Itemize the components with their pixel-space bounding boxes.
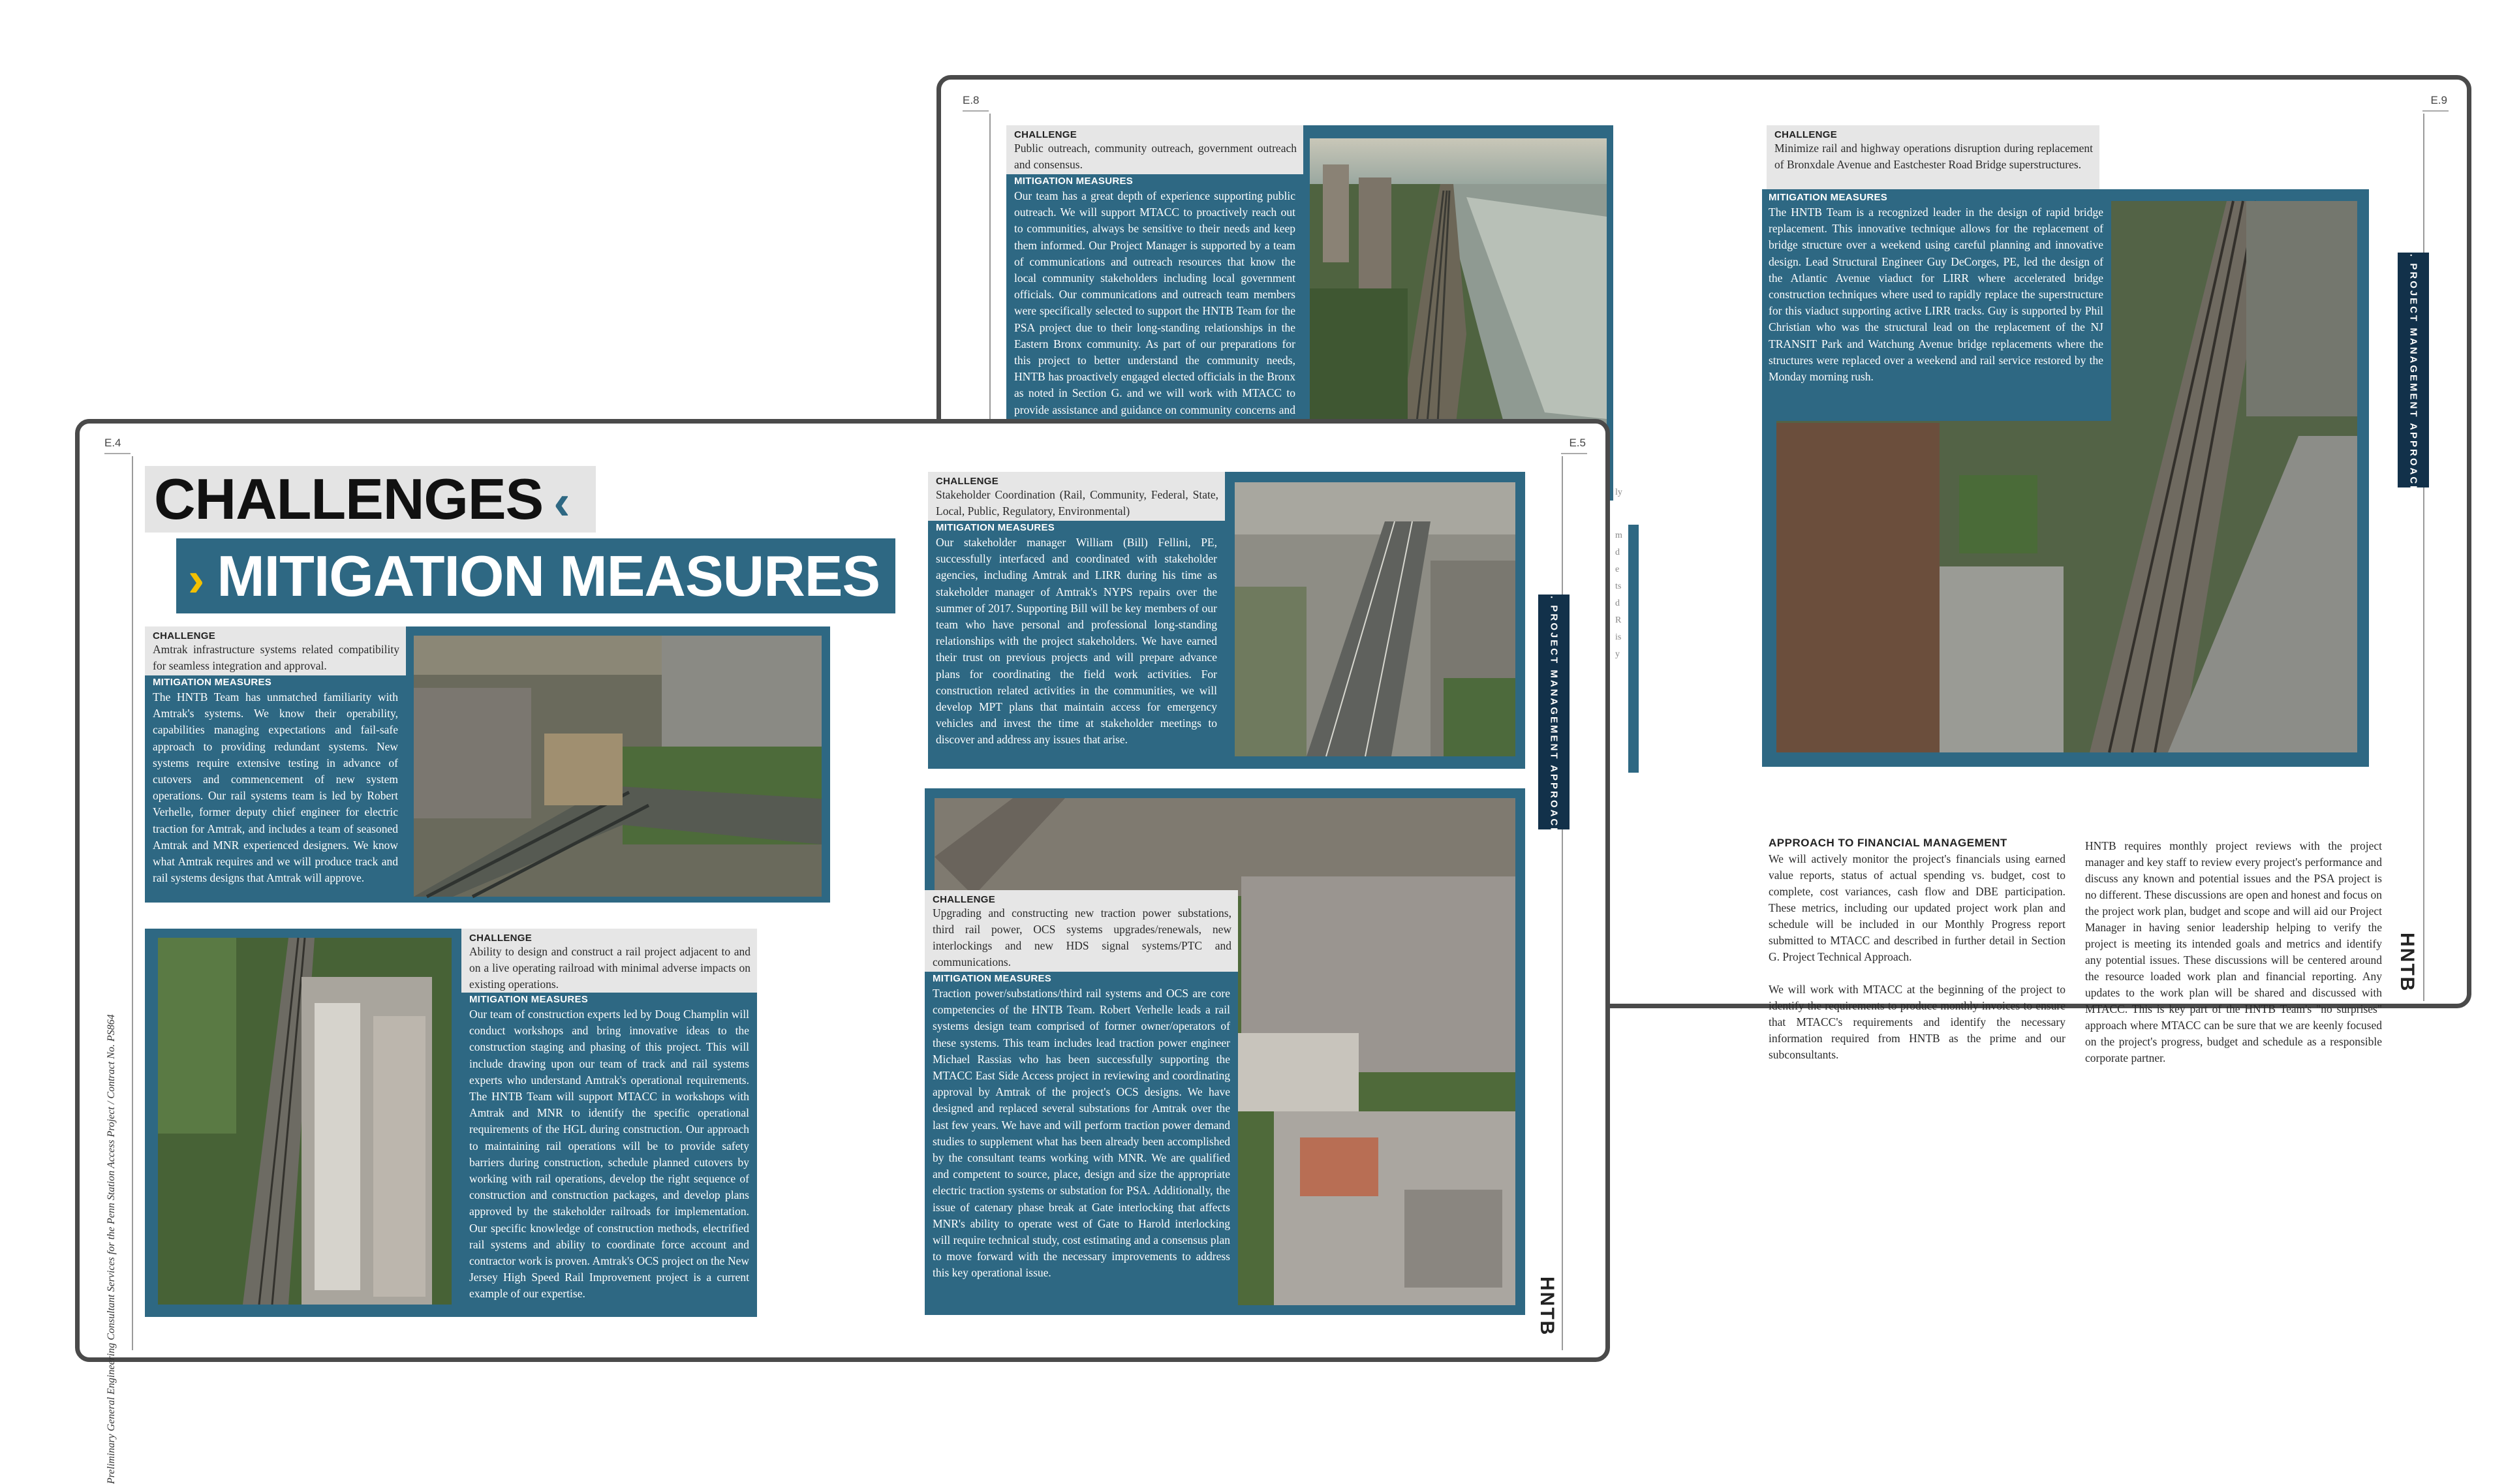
mitigation-text: Traction power/substations/third rail systems and OCS are core competencies of the HNTB Team. Robert Verhelle leads a rail systems design team comprised of former owner/operators of these systems. This team includes lead traction power engineer Michael Rassias who has been successfully supporting the MTACC East Side Access project in reviewing and coordinating approval by Amtrak of the project's OCS designs. We have designed and replaced several substations for Amtrak over the last few years. We have and will perform traction power demand studies to supplement what has been already been accomplished by the consultant teams working with MNR. We are qualified and competent to source, place, design and size the appropriate electric traction systems or substation for PSA. Additionally, the issue of catenary phase break at Gate interlocking that affects MNR's ability to operate west of Gate to Harold interlocking will require technical study, cost estimating and a consensus plan to move forward with the necessary improvements to address this key operational issue. <box>933 987 1230 1280</box>
mitigation-label: MITIGATION MEASURES <box>936 522 1055 533</box>
challenge-label: CHALLENGE <box>936 476 999 487</box>
challenge-box <box>925 890 1238 972</box>
rail-yard-photo <box>414 636 822 897</box>
page-number: E.8 <box>963 94 980 106</box>
mitigation-box <box>1762 189 2111 421</box>
mitigation-label: MITIGATION MEASURES <box>469 994 589 1005</box>
challenge-box <box>1006 125 1303 174</box>
challenge-label: CHALLENGE <box>1014 129 1077 140</box>
mitigation-text: The HNTB Team has unmatched familiarity with Amtrak's systems. We know their operability, capabilities managing expectations and fail-safe approach to providing redundant systems. New systems require extensive testing in advance of cutovers and commencement of new system operations. Our rail systems team is led by Robert Verhelle, former deputy chief engineer for electric traction for Amtrak, and includes a team of seasoned Amtrak and MNR experienced designers. We know what Amtrak requires and we will produce track and rail systems designs that Amtrak will approve. <box>153 690 398 885</box>
chevron-right-icon: › <box>188 551 204 607</box>
challenge-box <box>145 626 406 675</box>
challenge-text: Ability to design and construct a rail project adjacent to and on a live operating railroad with minimal adverse impacts on existing operations. <box>469 945 750 991</box>
mitigation-text: Our team of construction experts led by Doug Champlin will conduct workshops and bring innovative ideas to the construction staging and phasing of this project. This will include drawing upon our team of track and rail systems experts who understand Amtrak's operational requirements. The HNTB Team will support MTACC in workshops with Amtrak and MNR to identify the specific operational requirements of the HGL during construction. Our approach to maintaining rail operations will be to provide safety barriers during construction, schedule planned cutovers by working with rail operations, develop the right sequence of construction and construction packages, and develop plans approved by the stakeholder railroads for implementation. Our specific knowledge of construction methods, electrified rail systems and ability to coordinate force account and contractor work is proven. Amtrak's OCS project on the New Jersey High Speed Rail Improvement project is a current example of our expertise. <box>469 1008 749 1301</box>
section-heading: APPROACH TO FINANCIAL MANAGEMENT <box>1769 837 2007 849</box>
section-tab <box>1538 587 1570 837</box>
divider <box>2423 114 2424 1001</box>
challenge-text: Upgrading and constructing new traction power substations, third rail power, OCS systems upgrades/renewals, new interlockings and new HDS signal systems/PTC and communications. <box>933 906 1231 968</box>
mitigation-text: Our stakeholder manager William (Bill) Fellini, PE, successfully interfaced and coordinated with stakeholder agencies, including Amtrak and LIRR during his time as stakeholder manager of Amtrak's NYPS repairs over the summer of 2017. Supporting Bill will be key members of our team who have personal and professional long-standing relationships with the project stakeholders. We have earned their trust on previous projects and will prepare advance plans for coordinating the field work activities. For construction related activities in the communities, we will develop MPT plans that maintain access for emergency vehicles and invest the time at stakeholder meetings to discover and address any issues that arise. <box>936 536 1217 747</box>
paragraph: We will actively monitor the project's financials using earned value reports, status of actual spending vs. budget, cost to complete, cost variances, cash flow and DBE participation. These metrics, including our updated project work plan and schedule will be included in our Monthly Progress report submitted to MTACC and described in further detail in Section G. Project Technical Approach. <box>1769 852 2065 963</box>
challenge-label: CHALLENGE <box>153 630 216 642</box>
divider <box>104 453 131 454</box>
page-number: E.9 <box>2430 94 2447 106</box>
front-spread <box>75 419 1610 1484</box>
mitigation-text: Our team has a great depth of experience supporting public outreach. We will support MTACC to proactively reach out to communities, always be sensitive to their needs and keep them informed. Our Project Manager is supported by a team of communications and outreach resources that know the local community stakeholders including local government officials. Our communications and outreach team members were specifically selected to support the HNTB Team for the PSA project due to their long-standing relationships in the Eastern Bronx community. As part of our preparations for this project to better understand the community needs, HNTB has proactively engaged elected officials in the Bronx as noted in Section G. and we will work with MTACC to provide assistance and guidance on community concerns and <box>1014 189 1295 416</box>
highway-photo <box>1235 482 1515 756</box>
divider <box>132 456 133 1350</box>
paragraph: HNTB requires monthly project reviews with the project manager and key staff to review every project's performance and discuss any known and potential issues and the PSA project is no different. These discussions are open and honest and focus on the project work plan, budget and scope and will aid our Project Manager in having senior leadership helping to verify the project is meeting its intended goals and metrics and identify any potential issues. These discussions will be centered around the resource loaded work plan and financial reporting. Any updates to the work plan will be shared and discussed with MTACC. This is key part of the HNTB Team's "no surprises" approach where MTACC can be sure that we are keenly focused on the project's progress, budget and schedule as a responsible corporate partner. <box>2085 839 2382 1064</box>
chevron-left-icon: ‹ <box>553 474 570 530</box>
mitigation-box <box>928 521 1225 769</box>
challenge-label: CHALLENGE <box>1774 129 1838 140</box>
divider <box>1562 456 1563 1350</box>
divider <box>1561 453 1587 454</box>
mitigation-box <box>925 972 1238 1315</box>
hntb-logo: HNTB <box>2396 933 2418 993</box>
section-tab-label: E. PROJECT MANAGEMENT APPROACH <box>1548 587 1560 837</box>
financial-column <box>2085 838 2382 1066</box>
section-tab <box>2398 245 2429 495</box>
challenge-text: Stakeholder Coordination (Rail, Community, Federal, State, Local, Public, Regulatory, Environmental) <box>936 488 1218 518</box>
mitigation-label: MITIGATION MEASURES <box>933 973 1052 984</box>
divider <box>963 110 989 112</box>
mitigation-label: MITIGATION MEASURES <box>1014 176 1134 187</box>
financial-column <box>1769 837 2065 1063</box>
page-number: E.4 <box>104 437 121 449</box>
challenge-box <box>461 929 757 993</box>
mitigation-label: MITIGATION MEASURES <box>1769 192 1888 203</box>
mitigation-box <box>461 993 757 1317</box>
vertical-footer: Preliminary General Engineering Consultant Services for the Penn Station Access Project / Contract No. PS864 <box>106 1014 117 1484</box>
challenge-box <box>1767 125 2099 189</box>
mitigation-box <box>145 675 406 903</box>
divider <box>2422 110 2449 112</box>
challenge-box <box>928 472 1225 521</box>
page-number: E.5 <box>1569 437 1586 449</box>
peek-strip: ly m d e ts d R is y <box>1615 487 1622 659</box>
title-challenges: CHALLENGES ‹ <box>145 466 596 533</box>
mitigation-text: The HNTB Team is a recognized leader in the design of rapid bridge replacement. This innovative technique allows for the replacement of bridge structure over a weekend using careful planning and innovative design. Lead Structural Engineer Guy DeCorges, PE, led the design of the Atlantic Avenue viaduct for LIRR where accelerated bridge construction techniques where used to rapidly replace the superstructure for this viaduct supporting active LIRR tracks. Guy is supported by Phil Christian who was the structural lead on the replacement of the NJ TRANSIT Park and Watchung Avenue bridge replacements where the structures were replaced over a weekend and rail service restored by the Monday morning rush. <box>1769 206 2103 384</box>
paragraph: We will work with MTACC at the beginning of the project to identify the requirements to produce monthly invoices to ensure that MTACC's requirements and identify the necessary information required from HNTB as the prime and our subconsultants. <box>1769 983 2065 1061</box>
section-tab-label: E. PROJECT MANAGEMENT APPROACH <box>2407 245 2419 495</box>
hntb-logo: HNTB <box>1536 1276 1558 1337</box>
challenge-label: CHALLENGE <box>933 894 996 905</box>
peek-teal <box>1628 525 1639 773</box>
challenge-label: CHALLENGE <box>469 933 533 944</box>
mitigation-label: MITIGATION MEASURES <box>153 677 272 688</box>
challenge-text: Minimize rail and highway operations disruption during replacement of Bronxdale Avenue and Eastchester Road Bridge superstructures. <box>1774 142 2093 171</box>
challenge-text: Amtrak infrastructure systems related compatibility for seamless integration and approval. <box>153 643 399 672</box>
title-mitigation: › MITIGATION MEASURES <box>176 538 895 613</box>
town-aerial-photo <box>158 938 452 1305</box>
challenge-text: Public outreach, community outreach, government outreach and consensus. <box>1014 142 1297 171</box>
